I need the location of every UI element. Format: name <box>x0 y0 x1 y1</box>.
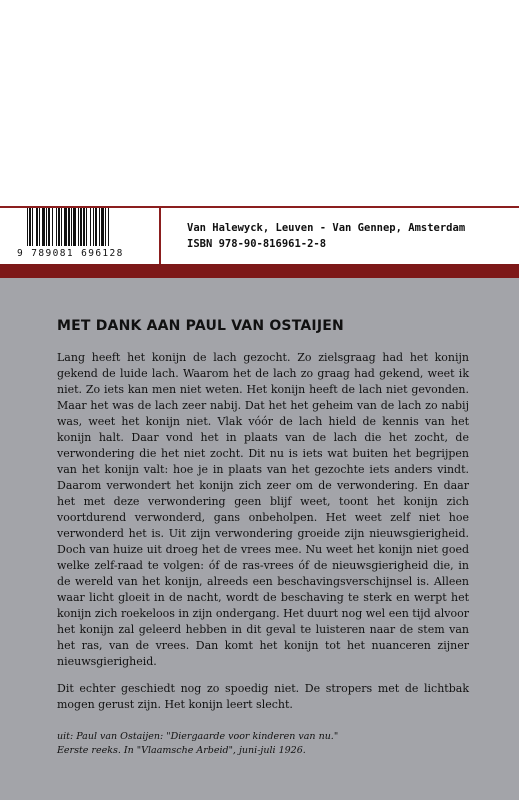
body-paragraph-2: Dit echter geschiedt nog zo spoedig niet. De stropers met de lichtbak mogen gerust zijn. Het konijn leert slecht. <box>57 682 469 711</box>
barcode-box <box>15 208 161 264</box>
publisher-name: Van Halewyck, Leuven - Van Gennep, Amsterdam <box>187 222 466 234</box>
isbn-number: ISBN 978-90-816961-2-8 <box>187 238 327 250</box>
barcode-icon <box>27 208 153 248</box>
source-line-1: uit: Paul van Ostaijen: "Diergaarde voor kinderen van nu." <box>57 731 339 742</box>
publisher-band <box>0 208 519 264</box>
source-line-2: Eerste reeks. In "Vlaamsche Arbeid", juni-juli 1926. <box>57 745 306 756</box>
body-paragraph-1: Lang heeft het konijn de lach gezocht. Zo zielsgraag had het konijn gekend de luide lach. Waarom het de lach zo graag had gekend, weet ik niet. Zo iets kan men niet weten. Het konijn heeft de lach niet gevonden. Maar het was de lach zeer nabij. Dat het het geheim van de lach zo nabij was, weet het konijn niet. Vlak vóór de lach hield de kennis van het konijn halt. Daar vond het in plaats van de lach die het zocht, de verwondering die het niet zocht. Dit nu is iets wat buiten het begrijpen van het konijn valt: hoe je in plaats van het gezochte iets anders vindt. Daarom verwondert het konijn zich zeer om de verwondering. En daar het met deze verwondering geen blijf weet, toont het konijn zich voortdurend verwonderd, gans onbeholpen. Het weet zelf niet hoe verwonderd het is. Uit zijn verwondering groeide zijn nieuwsgierigheid. Doch van huize uit droeg het de vrees mee. Nu weet het konijn niet goed welke zelf-raad te volgen: óf de ras-vrees óf de nieuwsgierigheid die, in de wereld van het konijn, alreeds een beschavingsverschijnsel is. Alleen waar licht gloeit in de nacht, wordt de beschaving te sterk en werpt het konijn zich roekeloos in zijn ondergang. Het duurt nog wel een tijd alvoor het konijn zal geleerd hebben in dit geval te luisteren naar de stem van het ras, van de vrees. Dan komt het konijn tot het nuanceren zijner nieuwsgierigheid. <box>57 351 469 668</box>
source-citation <box>57 730 469 758</box>
red-accent-band <box>0 264 519 278</box>
barcode-digits: 9 789081 696128 <box>17 248 124 259</box>
page-title: MET DANK AAN PAUL VAN OSTAIJEN <box>57 318 344 334</box>
top-blank-area <box>0 0 519 206</box>
